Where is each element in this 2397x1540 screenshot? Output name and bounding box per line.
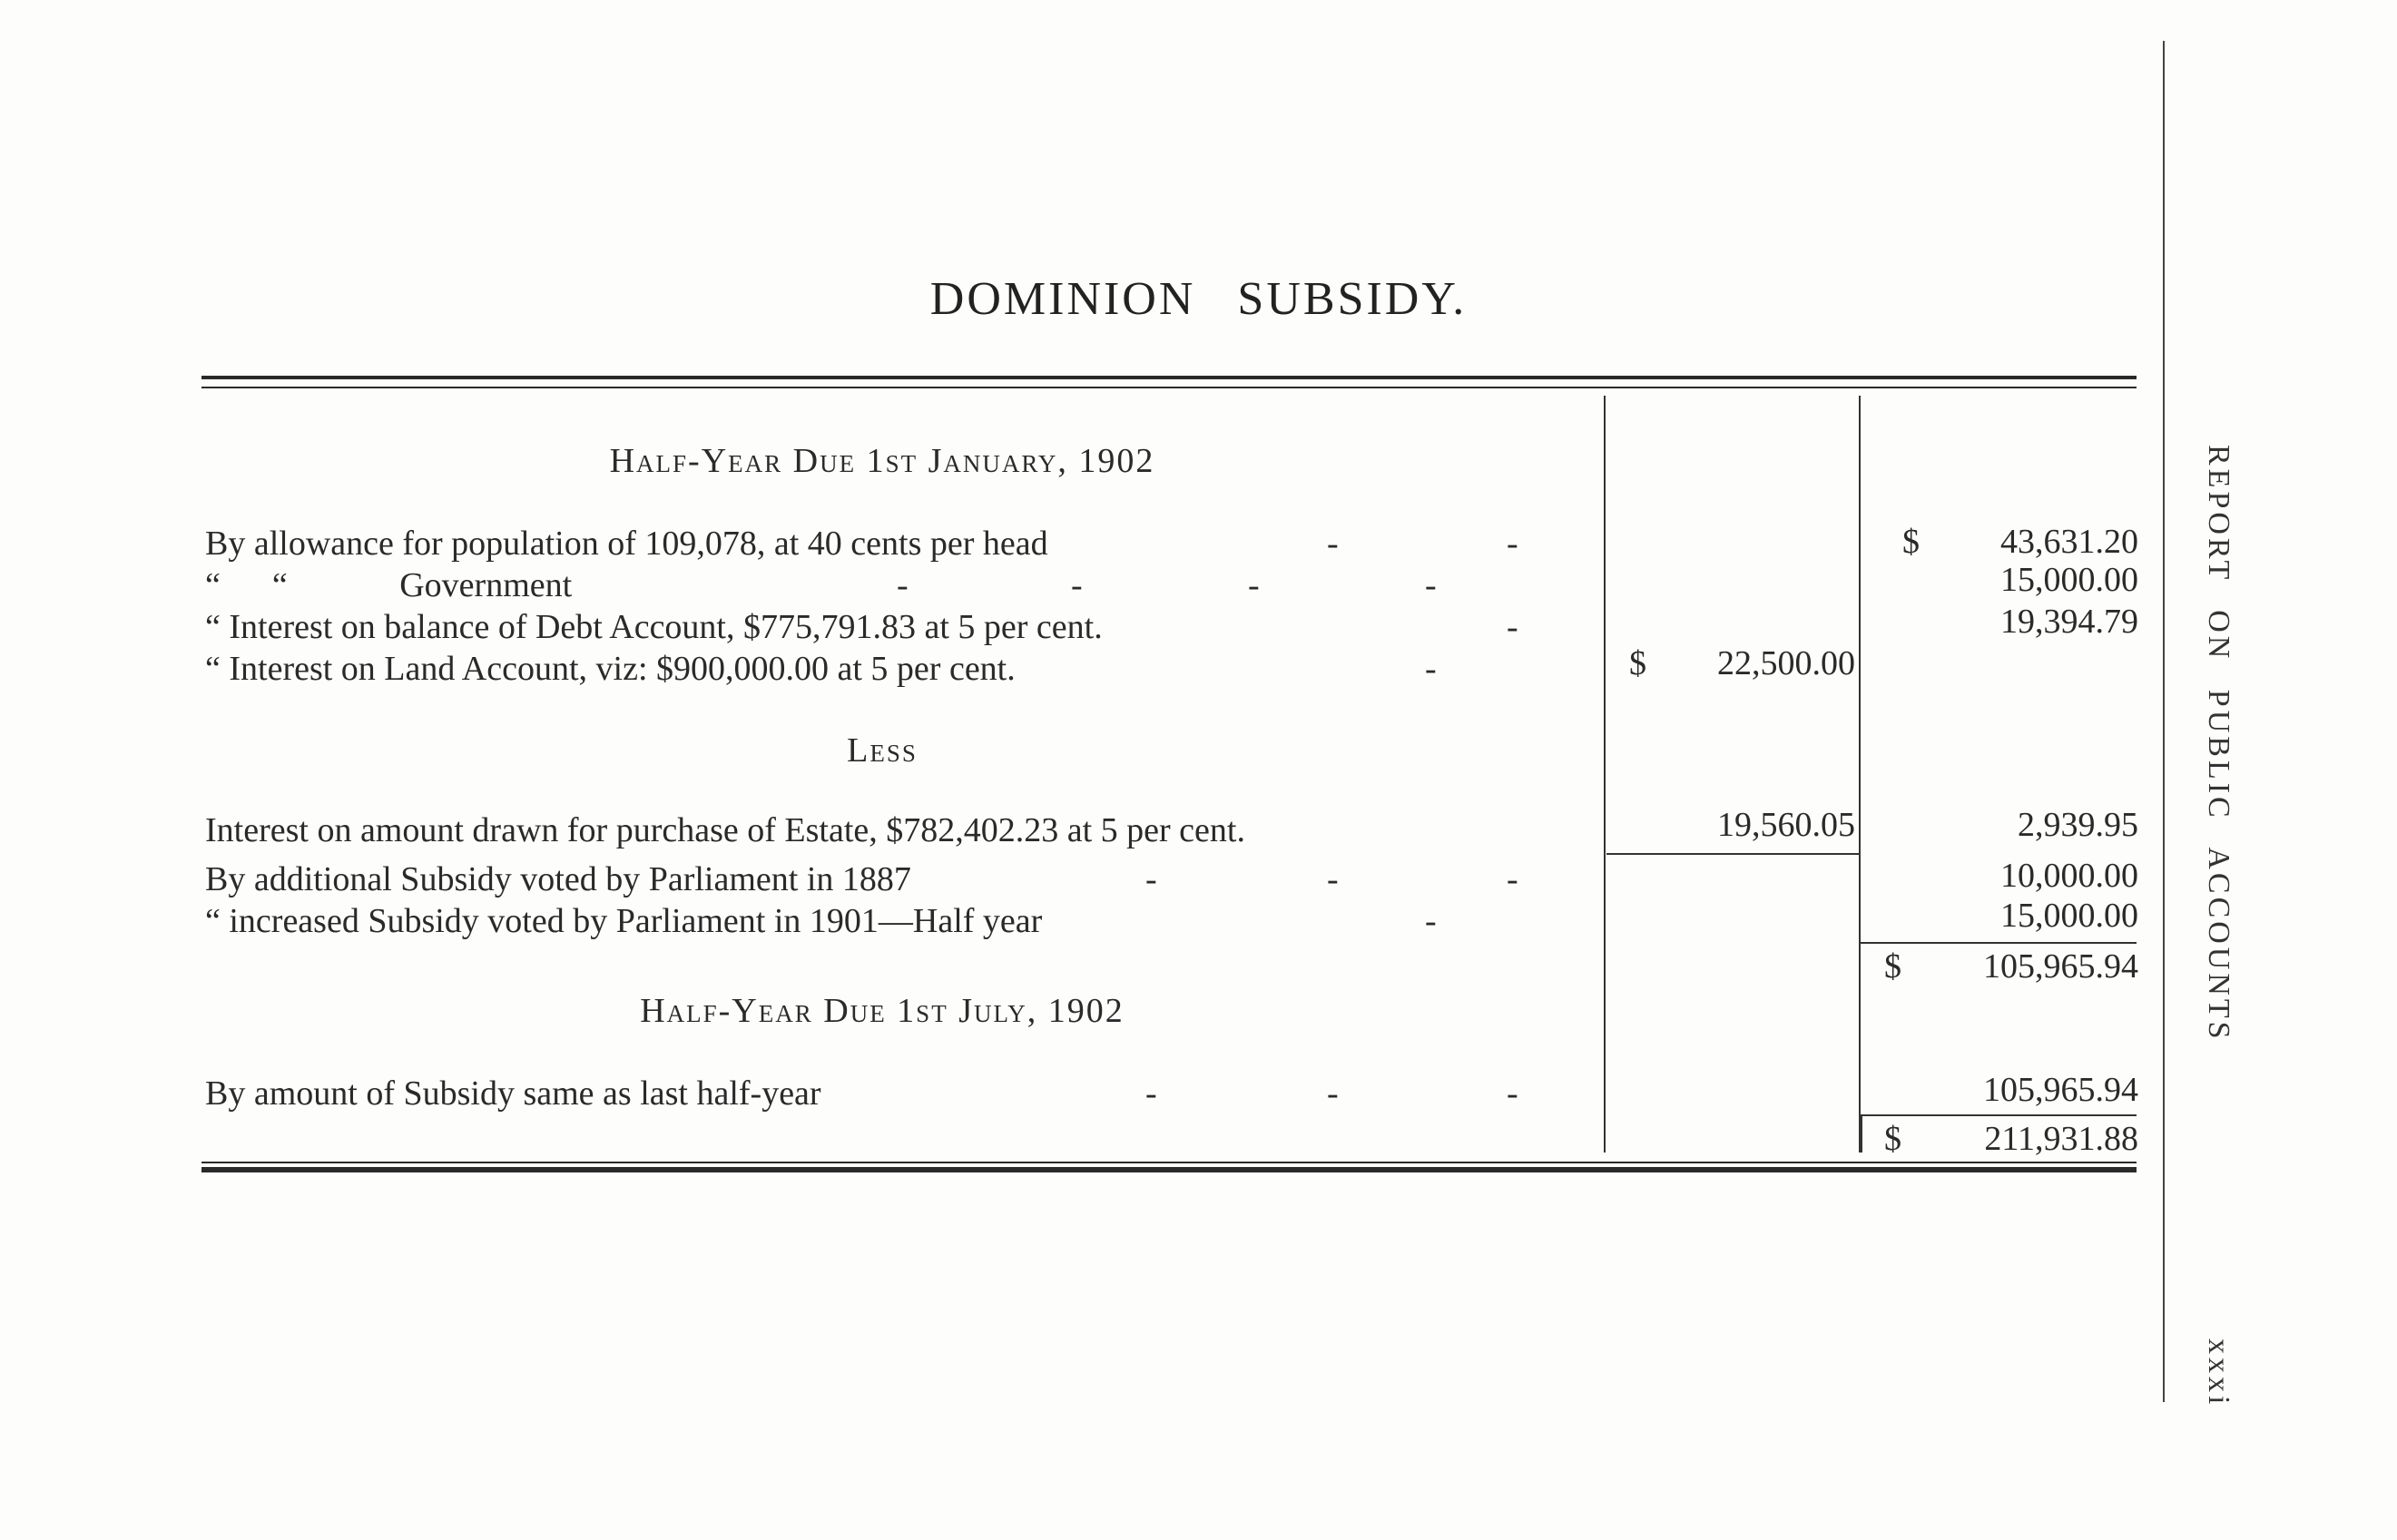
dollar-sign: $ (1884, 1120, 1901, 1158)
amount-additional-subsidy: 10,000.00 (2000, 857, 2138, 895)
amount-estate-interest: 19,560.05 (1717, 806, 1855, 844)
page-title: DOMINION SUBSIDY. (929, 273, 1468, 325)
amount-debt-interest: 19,394.79 (2000, 603, 2138, 641)
column-divider-right (1859, 396, 1861, 1153)
row-debt-interest-text: “ Interest on balance of Debt Account, $775,791.83 at 5 per cent. (205, 608, 1103, 646)
row-increased-subsidy-text: “ increased Subsidy voted by Parliament in 1901—Half year (205, 902, 1043, 940)
leader-dash: - (1071, 566, 1083, 604)
leader-dash: - (1425, 650, 1437, 688)
page-folio: xxxi (2202, 1339, 2235, 1408)
column-divider-left (1604, 396, 1606, 1153)
dollar-sign: $ (1629, 644, 1646, 682)
bottom-rule-thin (201, 1162, 2137, 1163)
row-estate-interest-text: Interest on amount drawn for purchase of Estate, $782,402.23 at 5 per cent. (205, 811, 1245, 849)
leader-dash: - (1425, 902, 1437, 940)
underline-col1 (1606, 853, 1859, 855)
leader-dash: - (1327, 525, 1339, 563)
leader-dash: - (1327, 860, 1339, 898)
leader-dash: - (897, 566, 909, 604)
bottom-rule-thick (201, 1167, 2137, 1172)
leader-dash: - (1507, 1074, 1518, 1113)
amount-increased-subsidy: 15,000.00 (2000, 897, 2138, 935)
subtotal-rule (1861, 942, 2137, 944)
total-tick (1861, 1116, 1862, 1153)
section-heading-less: Less (847, 731, 918, 770)
leader-dash: - (1145, 860, 1157, 898)
amount-government: 15,000.00 (2000, 561, 2138, 599)
leader-dash: - (1248, 566, 1260, 604)
total-amount: 211,931.88 (1984, 1120, 2138, 1158)
leader-dash: - (1507, 608, 1518, 646)
running-head: REPORT ON PUBLIC ACCOUNTS (2202, 445, 2235, 1043)
amount-population: 43,631.20 (2000, 523, 2138, 561)
subtotal-amount: 105,965.94 (1983, 947, 2138, 986)
leader-dash: - (1507, 525, 1518, 563)
leader-dash: - (1145, 1074, 1157, 1113)
top-rule-thin (201, 387, 2137, 388)
top-rule-thick (201, 376, 2137, 379)
section-heading-july: Half-Year Due 1st July, 1902 (640, 992, 1125, 1030)
row-population-text: By allowance for population of 109,078, at 40 cents per head (205, 525, 1048, 563)
leader-dash: - (1425, 566, 1437, 604)
dollar-sign: $ (1884, 947, 1901, 986)
dollar-sign: $ (1902, 523, 1920, 561)
leader-dash: - (1327, 1074, 1339, 1113)
amount-land-interest: 22,500.00 (1717, 644, 1855, 682)
amount-same-subsidy: 105,965.94 (1983, 1071, 2138, 1109)
row-same-subsidy-text: By amount of Subsidy same as last half-year (205, 1074, 821, 1113)
row-land-interest-text: “ Interest on Land Account, viz: $900,000.00 at 5 per cent. (205, 650, 1016, 688)
row-government-text: “ “ Government (205, 566, 573, 604)
leader-dash: - (1507, 860, 1518, 898)
row-additional-subsidy-text: By additional Subsidy voted by Parliament in 1887 (205, 860, 911, 898)
page-edge-line (2163, 41, 2165, 1402)
total-rule (1861, 1114, 2137, 1116)
amount-net-interest: 2,939.95 (2018, 806, 2138, 844)
section-heading-january: Half-Year Due 1st January, 1902 (609, 442, 1155, 480)
